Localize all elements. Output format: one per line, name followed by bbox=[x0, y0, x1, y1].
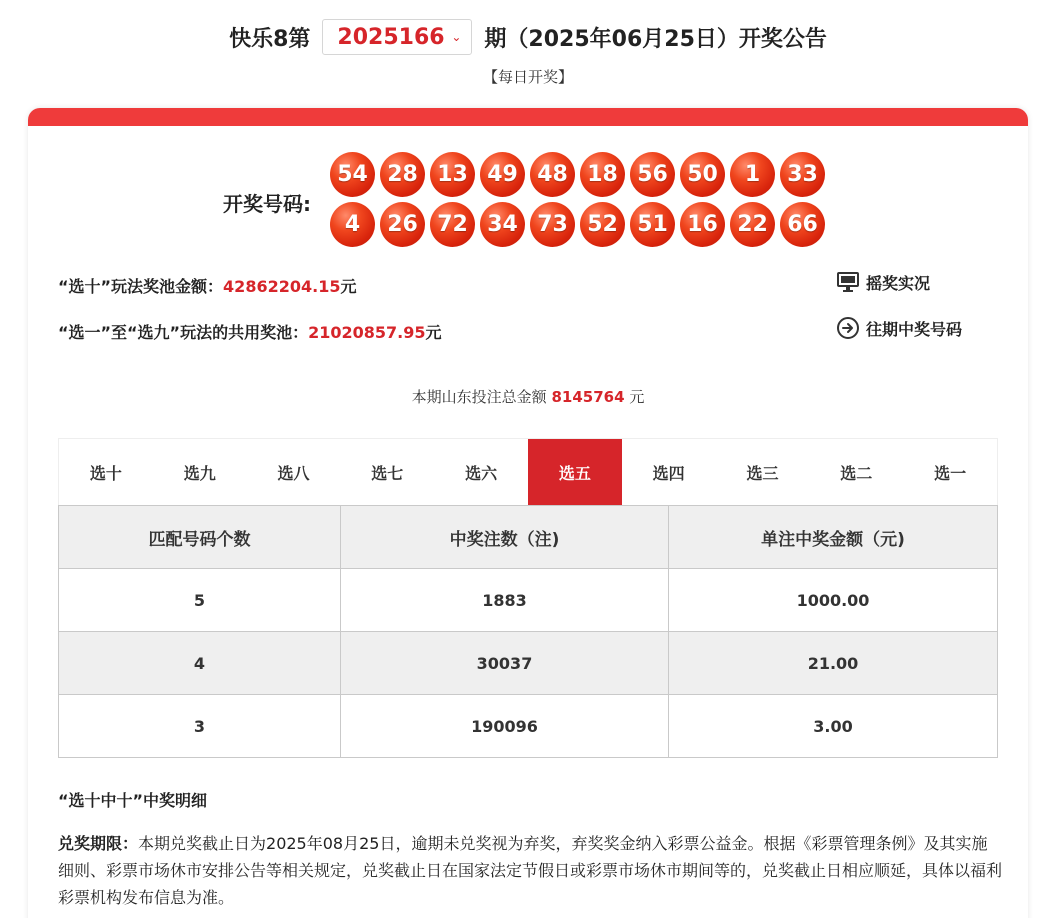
pool-ten bbox=[58, 274, 356, 297]
pool-shared-label: “选一”至“选九”玩法的共用奖池： bbox=[58, 323, 309, 342]
tab-7[interactable]: 选四 bbox=[652, 464, 685, 483]
col-prize-amount: 单注中奖金额（元) bbox=[669, 506, 998, 569]
title-suffix: 期（2025年06月25日）开奖公告 bbox=[484, 26, 827, 52]
draw-ball: 22 bbox=[730, 202, 775, 247]
detail-title[interactable]: “选十中十”中奖明细 bbox=[58, 791, 208, 810]
draw-label: 开奖号码: bbox=[223, 192, 311, 216]
draw-numbers bbox=[330, 152, 840, 247]
draw-ball: 52 bbox=[580, 202, 625, 247]
live-draw-link[interactable] bbox=[836, 270, 930, 294]
prize-table bbox=[58, 505, 998, 758]
draw-ball: 34 bbox=[480, 202, 525, 247]
tab-5[interactable]: 选六 bbox=[465, 464, 498, 483]
total-label: 本期山东投注总金额 bbox=[411, 388, 547, 406]
history-label: 往期中奖号码 bbox=[866, 319, 963, 339]
cell-amount: 3.00 bbox=[669, 695, 998, 758]
monitor-icon bbox=[836, 270, 860, 294]
result-card bbox=[28, 108, 1028, 918]
subtitle: 【每日开奖】 bbox=[482, 68, 573, 86]
pool-shared bbox=[58, 320, 442, 343]
draw-ball: 13 bbox=[430, 152, 475, 197]
page-title bbox=[0, 16, 1056, 58]
tab-10[interactable]: 选一 bbox=[934, 464, 967, 483]
pool-ten-unit: 元 bbox=[340, 277, 357, 296]
draw-ball: 49 bbox=[480, 152, 525, 197]
pool-ten-amount: 42862204.15 bbox=[223, 277, 341, 296]
draw-ball: 72 bbox=[430, 202, 475, 247]
tab-4[interactable]: 选七 bbox=[371, 464, 404, 483]
claim-notice bbox=[58, 830, 1003, 911]
draw-ball: 73 bbox=[530, 202, 575, 247]
draw-ball: 66 bbox=[780, 202, 825, 247]
pool-ten-label: “选十”玩法奖池金额： bbox=[58, 277, 224, 296]
table-header-row bbox=[59, 506, 998, 569]
issue-value: 2025166 bbox=[337, 24, 445, 50]
tab-1[interactable]: 选十 bbox=[89, 464, 122, 483]
draw-ball: 28 bbox=[380, 152, 425, 197]
cell-match: 3 bbox=[59, 695, 341, 758]
draw-ball: 54 bbox=[330, 152, 375, 197]
draw-ball: 56 bbox=[630, 152, 675, 197]
notice-label: 兑奖期限： bbox=[58, 834, 139, 853]
cell-match: 4 bbox=[59, 632, 341, 695]
draw-ball: 1 bbox=[730, 152, 775, 197]
table-row bbox=[59, 569, 998, 632]
cell-wins: 190096 bbox=[341, 695, 669, 758]
arrow-circle-icon bbox=[836, 316, 860, 340]
tab-6[interactable]: 选五 bbox=[528, 439, 622, 506]
notice-text: 本期兑奖截止日为2025年08月25日，逾期未兑奖视为弃奖，弃奖奖金纳入彩票公益金。根据《彩票管理条例》及其实施细则、彩票市场休市安排公告等相关规定，兑奖截止日在国家法定节假日或彩票市场休市期间等的，兑奖截止日相应顺延，具体以福利彩票机构发布信息为准。 bbox=[58, 834, 1003, 907]
draw-ball: 51 bbox=[630, 202, 675, 247]
play-type-tabs bbox=[58, 438, 998, 506]
draw-ball: 33 bbox=[780, 152, 825, 197]
draw-ball: 26 bbox=[380, 202, 425, 247]
draw-ball: 16 bbox=[680, 202, 725, 247]
tab-2[interactable]: 选九 bbox=[183, 464, 216, 483]
draw-ball: 18 bbox=[580, 152, 625, 197]
cell-wins: 30037 bbox=[341, 632, 669, 695]
chevron-down-icon: ⌄ bbox=[451, 30, 462, 44]
card-top-bar bbox=[28, 108, 1028, 126]
tab-8[interactable]: 选三 bbox=[746, 464, 779, 483]
cell-match: 5 bbox=[59, 569, 341, 632]
history-link[interactable] bbox=[836, 316, 962, 340]
draw-ball: 4 bbox=[330, 202, 375, 247]
col-match-count: 匹配号码个数 bbox=[59, 506, 341, 569]
table-row bbox=[59, 695, 998, 758]
col-win-count: 中奖注数（注) bbox=[341, 506, 669, 569]
draw-ball: 48 bbox=[530, 152, 575, 197]
live-draw-label: 摇奖实况 bbox=[866, 273, 931, 293]
tab-9[interactable]: 选二 bbox=[840, 464, 873, 483]
pool-shared-amount: 21020857.95 bbox=[308, 323, 426, 342]
total-unit: 元 bbox=[629, 388, 645, 406]
issue-select[interactable] bbox=[322, 19, 472, 55]
cell-amount: 21.00 bbox=[669, 632, 998, 695]
total-amount: 8145764 bbox=[551, 388, 625, 406]
pool-shared-unit: 元 bbox=[425, 323, 442, 342]
table-row bbox=[59, 632, 998, 695]
total-bet bbox=[28, 386, 1028, 407]
cell-amount: 1000.00 bbox=[669, 569, 998, 632]
cell-wins: 1883 bbox=[341, 569, 669, 632]
title-prefix: 快乐8第 bbox=[229, 26, 311, 52]
draw-ball: 50 bbox=[680, 152, 725, 197]
tab-3[interactable]: 选八 bbox=[277, 464, 310, 483]
